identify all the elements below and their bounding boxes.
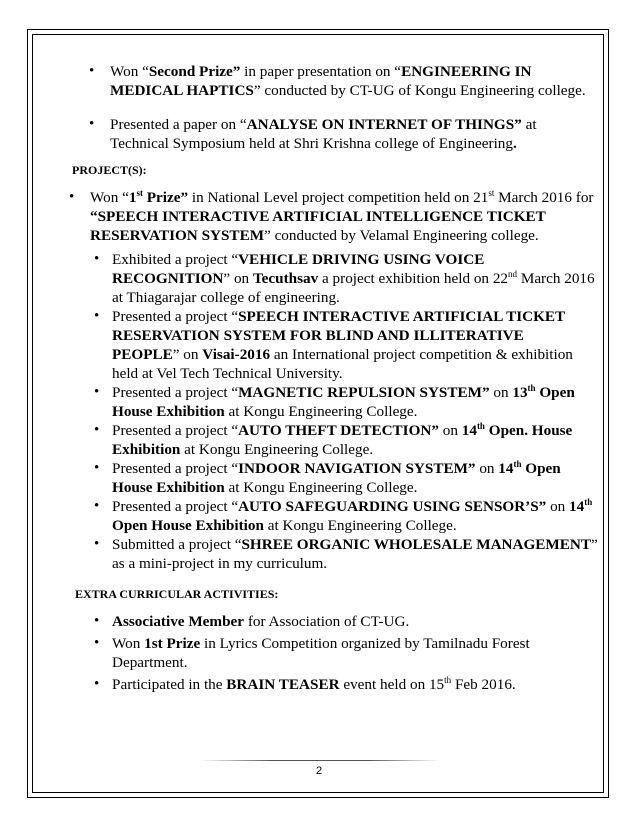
extra-curricular-heading: EXTRA CURRICULAR ACTIVITIES:: [75, 587, 279, 601]
sub-project-2-line-1: Presented a project “SPEECH INTERACTIVE ARTIFICIAL TICKET: [112, 308, 566, 325]
sub-project-4-line-2: Exhibition at Kongu Engineering College.: [112, 441, 374, 458]
main-project-line-3: RESERVATION SYSTEM” conducted by Velamal Engineering college.: [90, 227, 539, 244]
bullet: •: [94, 635, 100, 651]
sub-project-1-line-3: at Thiagarajar college of engineering.: [112, 289, 340, 306]
sub-project-6-line-1: Presented a project “AUTO SAFEGUARDING USING SENSOR’S” on 14th: [112, 496, 593, 515]
extra-item-1: Associative Member for Association of CT-UG.: [112, 613, 410, 630]
bullet: •: [89, 116, 95, 132]
sub-project-3-line-1: Presented a project “MAGNETIC REPULSION SYSTEM” on 13th Open: [112, 382, 575, 401]
sub-project-2-line-4: held at Vel Tech Technical University.: [112, 365, 343, 382]
main-project-line-2: “SPEECH INTERACTIVE ARTIFICIAL INTELLIGENCE TICKET: [90, 208, 546, 225]
bullet: •: [69, 189, 75, 205]
sub-project-3-line-2: House Exhibition at Kongu Engineering College.: [112, 403, 418, 420]
projects-heading: PROJECT(S):: [72, 163, 147, 177]
extra-item-2-line-1: Won 1st Prize in Lyrics Competition organized by Tamilnadu Forest: [112, 635, 530, 652]
extra-item-3: Participated in the BRAIN TEASER event held on 15th Feb 2016.: [112, 674, 516, 693]
sub-project-1-line-2: RECOGNITION” on Tecuthsav a project exhibition held on 22nd March 2016: [112, 268, 595, 287]
bullet: •: [94, 536, 100, 552]
bullet: •: [94, 460, 100, 476]
main-project-line-1: Won “1st Prize” in National Level project competition held on 21st March 2016 for: [90, 187, 594, 206]
sub-project-2-line-2: RESERVATION SYSTEM FOR BLIND AND ILLITERATIVE: [112, 327, 524, 344]
bullet: •: [94, 613, 100, 629]
top-item-2-line-2: Technical Symposium held at Shri Krishna college of Engineering.: [110, 135, 517, 152]
bullet: •: [94, 384, 100, 400]
footer-divider: [200, 760, 440, 761]
top-item-1-line-1: Won “Second Prize” in paper presentation on “ENGINEERING IN: [110, 63, 532, 80]
sub-project-7-line-1: Submitted a project “SHREE ORGANIC WHOLESALE MANAGEMENT”: [112, 536, 598, 553]
sub-project-2-line-3: PEOPLE” on Visai-2016 an International project competition & exhibition: [112, 346, 573, 363]
bullet: •: [94, 422, 100, 438]
sub-project-7-line-2: as a mini-project in my curriculum.: [112, 555, 328, 572]
sub-project-1-line-1: Exhibited a project “VEHICLE DRIVING USING VOICE: [112, 251, 485, 268]
sub-project-4-line-1: Presented a project “AUTO THEFT DETECTION” on 14th Open. House: [112, 420, 573, 439]
sub-project-5-line-2: House Exhibition at Kongu Engineering College.: [112, 479, 418, 496]
bullet: •: [94, 251, 100, 267]
top-item-1-line-2: MEDICAL HAPTICS” conducted by CT-UG of Kongu Engineering college.: [110, 82, 586, 99]
extra-item-2-line-2: Department.: [112, 654, 188, 671]
bullet: •: [89, 63, 95, 79]
bullet: •: [94, 676, 100, 692]
bullet: •: [94, 308, 100, 324]
sub-project-5-line-1: Presented a project “INDOOR NAVIGATION SYSTEM” on 14th Open: [112, 458, 561, 477]
sub-project-6-line-2: Open House Exhibition at Kongu Engineering College.: [112, 517, 457, 534]
top-item-2-line-1: Presented a paper on “ANALYSE ON INTERNET OF THINGS” at: [110, 116, 537, 133]
bullet: •: [94, 498, 100, 514]
page-number: 2: [315, 765, 323, 777]
